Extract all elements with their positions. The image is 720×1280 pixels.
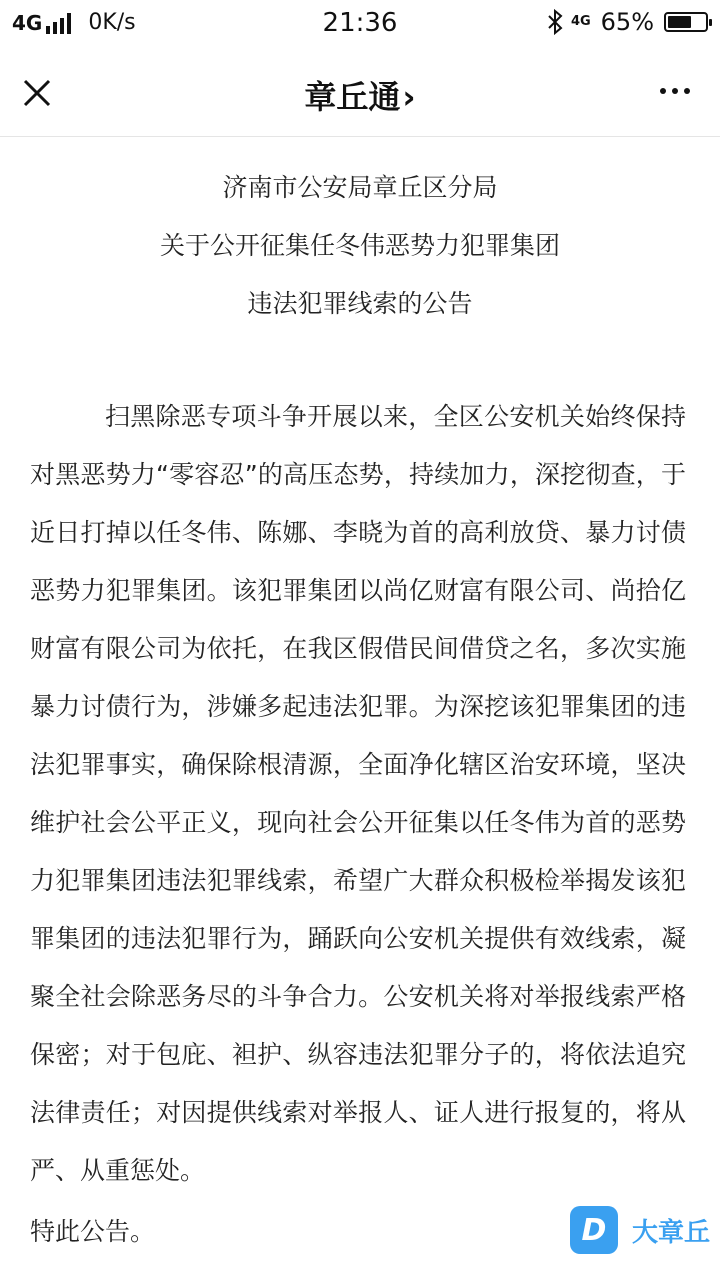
watermark-text: 大章丘 — [632, 1217, 711, 1248]
article-body — [30, 388, 686, 1200]
network-speed: 0K/s — [88, 10, 136, 35]
battery-icon — [664, 12, 708, 32]
network-type-secondary: 4G — [570, 14, 591, 29]
chevron-right-icon: › — [402, 78, 416, 116]
heading-line-1: 济南市公安局章丘区分局 — [222, 173, 498, 202]
battery-percent: 65% — [600, 8, 654, 36]
battery-fill — [668, 16, 691, 28]
status-bar — [0, 0, 720, 48]
nav-bar — [0, 48, 720, 137]
more-options-icon[interactable] — [654, 88, 690, 94]
heading-line-3: 违法犯罪线索的公告 — [247, 289, 473, 318]
nav-title: 章丘通 — [304, 78, 401, 116]
article-closing: 特此公告。 — [30, 1217, 156, 1246]
status-right — [547, 8, 708, 36]
heading-line-2: 关于公开征集任冬伟恶势力犯罪集团 — [159, 231, 560, 260]
clock: 21:36 — [322, 8, 398, 38]
bluetooth-icon — [547, 9, 563, 35]
watermark-logo: D — [570, 1206, 618, 1254]
watermark — [570, 1206, 710, 1254]
article-paragraph: 扫黑除恶专项斗争开展以来，全区公安机关始终保持对黑恶势力“零容忍”的高压态势，持续加力，深挖彻查，于近日打掉以任冬伟、陈娜、李晓为首的高利放贷、暴力讨债恶势力犯罪集团。该犯罪集团以尚亿财富有限公司、尚拾亿财富有限公司为依托，在我区假借民间借贷之名，多次实施暴力讨债行为，涉嫌多起违法犯罪。为深挖该犯罪集团的违法犯罪事实，确保除根清源，全面净化辖区治安环境，坚决维护社会公平正义，现向社会公开征集以任冬伟为首的恶势力犯罪集团违法犯罪线索，希望广大群众积极检举揭发该犯罪集团的违法犯罪行为，踊跃向公安机关提供有效线索，凝聚全社会除恶务尽的斗争合力。公安机关将对举报线索严格保密；对于包庇、袒护、纵容违法犯罪分子的，将依法追究法律责任；对因提供线索对举报人、证人进行报复的，将从严、从重惩处。 — [30, 402, 686, 1185]
network-type: 4G — [12, 10, 43, 35]
nav-title-button[interactable] — [0, 72, 720, 118]
